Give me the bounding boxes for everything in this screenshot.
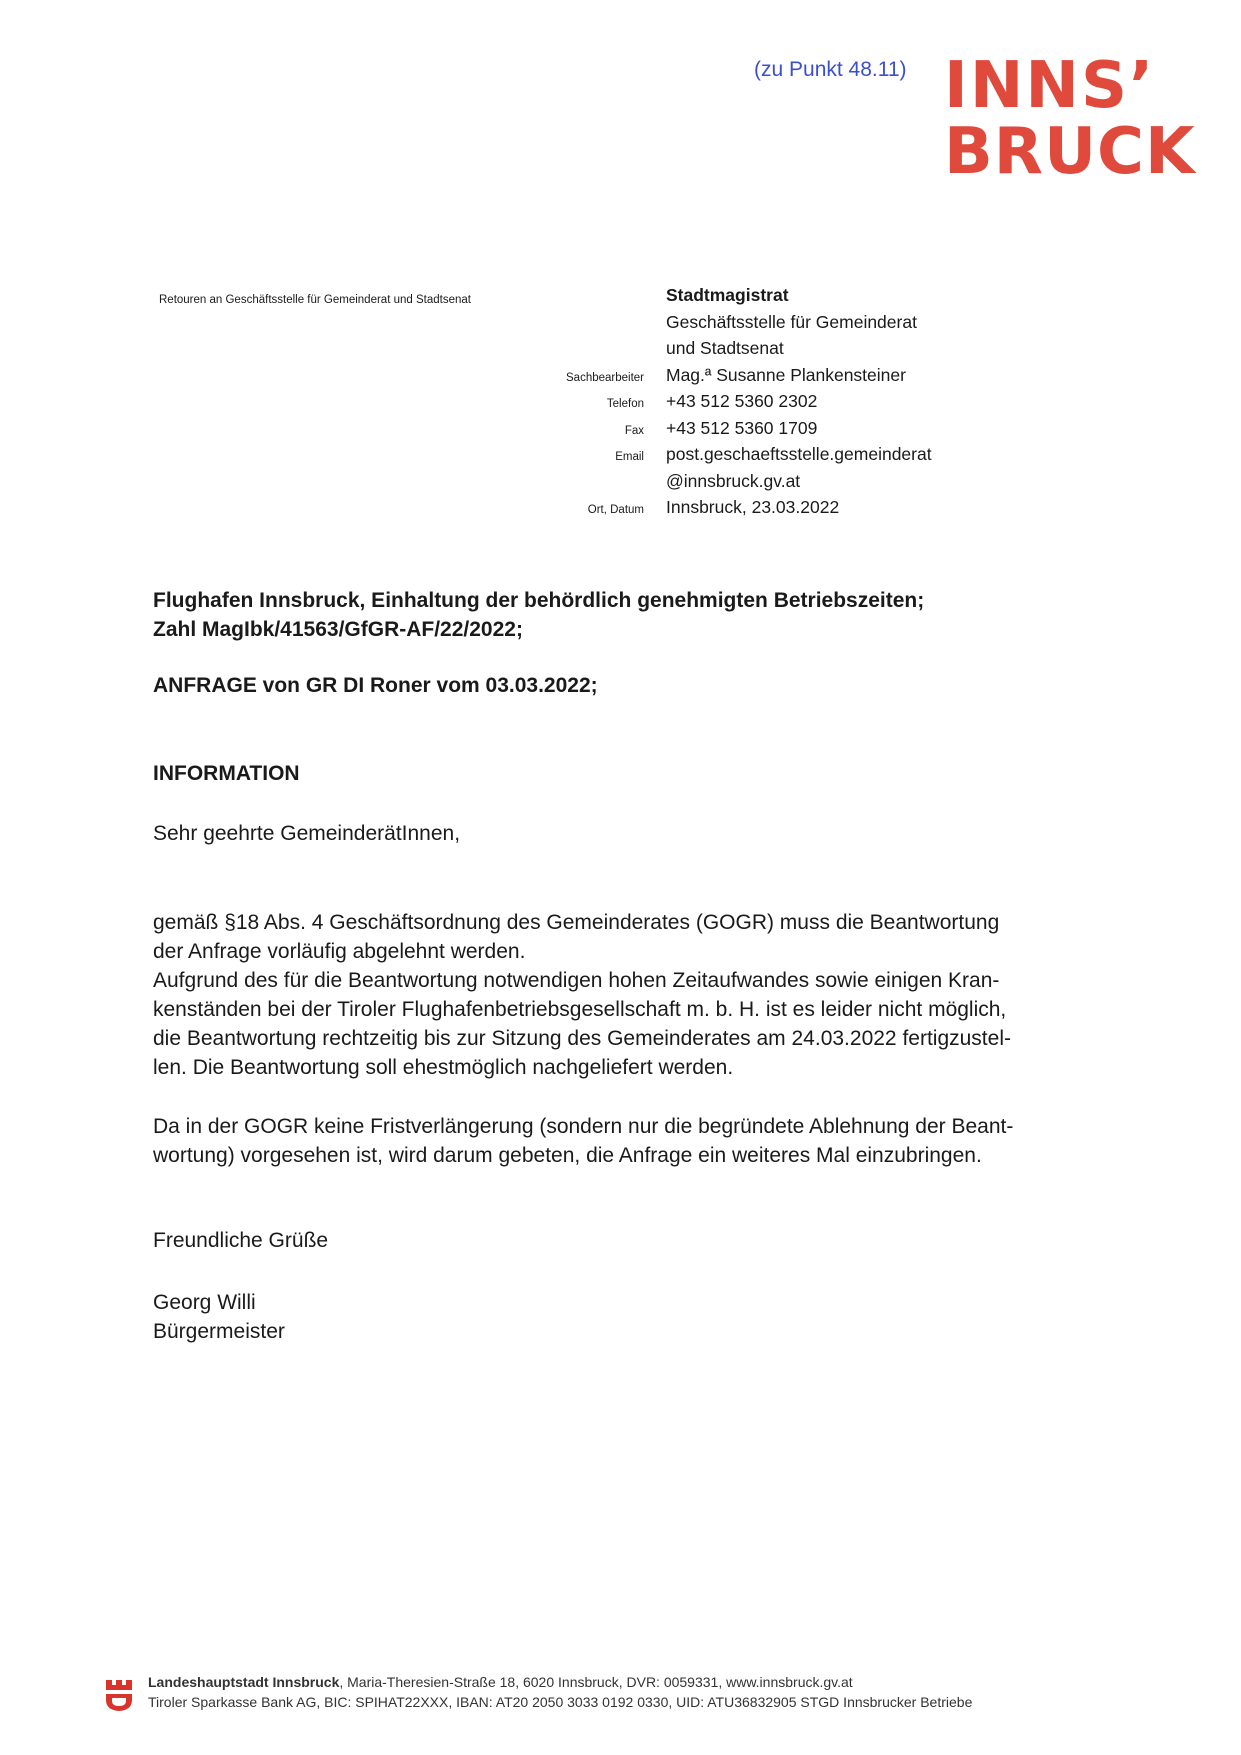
info-row-place-date [480, 497, 1040, 524]
place-date-label: Ort, Datum [587, 504, 644, 516]
letter-subject [153, 586, 924, 644]
information-heading: INFORMATION [153, 762, 300, 785]
signer-name: Georg Willi [153, 1291, 256, 1314]
footer-text [148, 1672, 972, 1712]
paragraph-line: gemäß §18 Abs. 4 Geschäftsordnung des Gemeinderates (GOGR) muss die Beantwortung [153, 911, 1000, 934]
page-footer [104, 1672, 972, 1712]
salutation: Sehr geehrte GemeinderätInnen, [153, 822, 461, 845]
signer-title: Bürgermeister [153, 1320, 285, 1343]
innsbruck-logo [944, 49, 1196, 189]
footer-org: Landeshauptstadt Innsbruck [148, 1674, 340, 1690]
signature-block [153, 1288, 285, 1346]
closing-phrase: Freundliche Grüße [153, 1229, 329, 1252]
footer-address: , Maria-Theresien-Straße 18, 6020 Innsbruck, DVR: 0059331, www.innsbruck.gv.at [339, 1674, 853, 1690]
subject-line-2: Zahl MagIbk/41563/GfGR-AF/22/2022; [153, 618, 523, 641]
email-label: Email [615, 451, 644, 463]
footer-line-1 [148, 1672, 972, 1692]
department-line-1: Geschäftsstelle für Gemeinderat [666, 311, 917, 332]
body-paragraph-2 [153, 1112, 1143, 1170]
paragraph-line: len. Die Beantwortung soll ehestmöglich nachgeliefert werden. [153, 1056, 734, 1079]
info-row-phone [480, 391, 1040, 418]
subject-line-1: Flughafen Innsbruck, Einhaltung der behördlich genehmigten Betriebszeiten; [153, 589, 925, 612]
fax-label: Fax [624, 424, 644, 437]
info-row-clerk [480, 365, 1040, 392]
inquiry-heading: ANFRAGE von GR DI Roner vom 03.03.2022; [153, 674, 598, 697]
department-line-2: und Stadtsenat [666, 338, 784, 358]
logo-line-1: INNS’ [944, 49, 1156, 123]
body-paragraph-1 [153, 908, 1143, 1082]
info-row-fax [480, 418, 1040, 445]
email-value-line-1[interactable]: post.geschaeftsstelle.gemeinderat [666, 444, 932, 464]
return-address: Retouren an Geschäftsstelle für Gemeinderat und Stadtsenat [159, 294, 471, 306]
paragraph-line: der Anfrage vorläufig abgelehnt werden. [153, 940, 526, 963]
place-date-value: Innsbruck, 23.03.2022 [666, 497, 840, 517]
logo-line-2: BRUCK [944, 115, 1196, 189]
paragraph-line: wortung) vorgesehen ist, wird darum gebeten, die Anfrage ein weiteres Mal einzubringen. [153, 1144, 982, 1167]
fax-value: +43 512 5360 1709 [666, 417, 818, 438]
paragraph-line: kenständen bei der Tiroler Flughafenbetriebsgesellschaft m. b. H. ist es leider nicht möglich, [153, 998, 1007, 1021]
sender-info-block [480, 285, 1040, 524]
paragraph-line: Da in der GOGR keine Fristverlängerung (sondern nur die begründete Ablehnung der Beant- [153, 1115, 1014, 1138]
clerk-label: Sachbearbeiter [566, 371, 644, 384]
email-value-line-2[interactable]: @innsbruck.gv.at [666, 470, 801, 491]
city-emblem-icon [104, 1676, 134, 1712]
office-name: Stadtmagistrat [666, 285, 789, 305]
reference-note: (zu Punkt 48.11) [754, 58, 907, 81]
paragraph-line: Aufgrund des für die Beantwortung notwendigen hohen Zeitaufwandes sowie einigen Kran- [153, 969, 1000, 992]
info-row-office [480, 285, 1040, 312]
info-row-email-cont [480, 471, 1040, 498]
clerk-value: Mag.ª Susanne Plankensteiner [666, 364, 906, 385]
footer-line-2: Tiroler Sparkasse Bank AG, BIC: SPIHAT22XXX, IBAN: AT20 2050 3033 0192 0330, UID: ATU36832905 STGD Innsbrucker Betriebe [148, 1694, 973, 1710]
phone-value: +43 512 5360 2302 [666, 391, 818, 411]
paragraph-line: die Beantwortung rechtzeitig bis zur Sitzung des Gemeinderates am 24.03.2022 fertigzustel- [153, 1027, 1011, 1050]
info-row-email [480, 444, 1040, 471]
phone-label: Telefon [606, 398, 644, 410]
info-row-dept-1 [480, 312, 1040, 339]
info-row-dept-2 [480, 338, 1040, 365]
